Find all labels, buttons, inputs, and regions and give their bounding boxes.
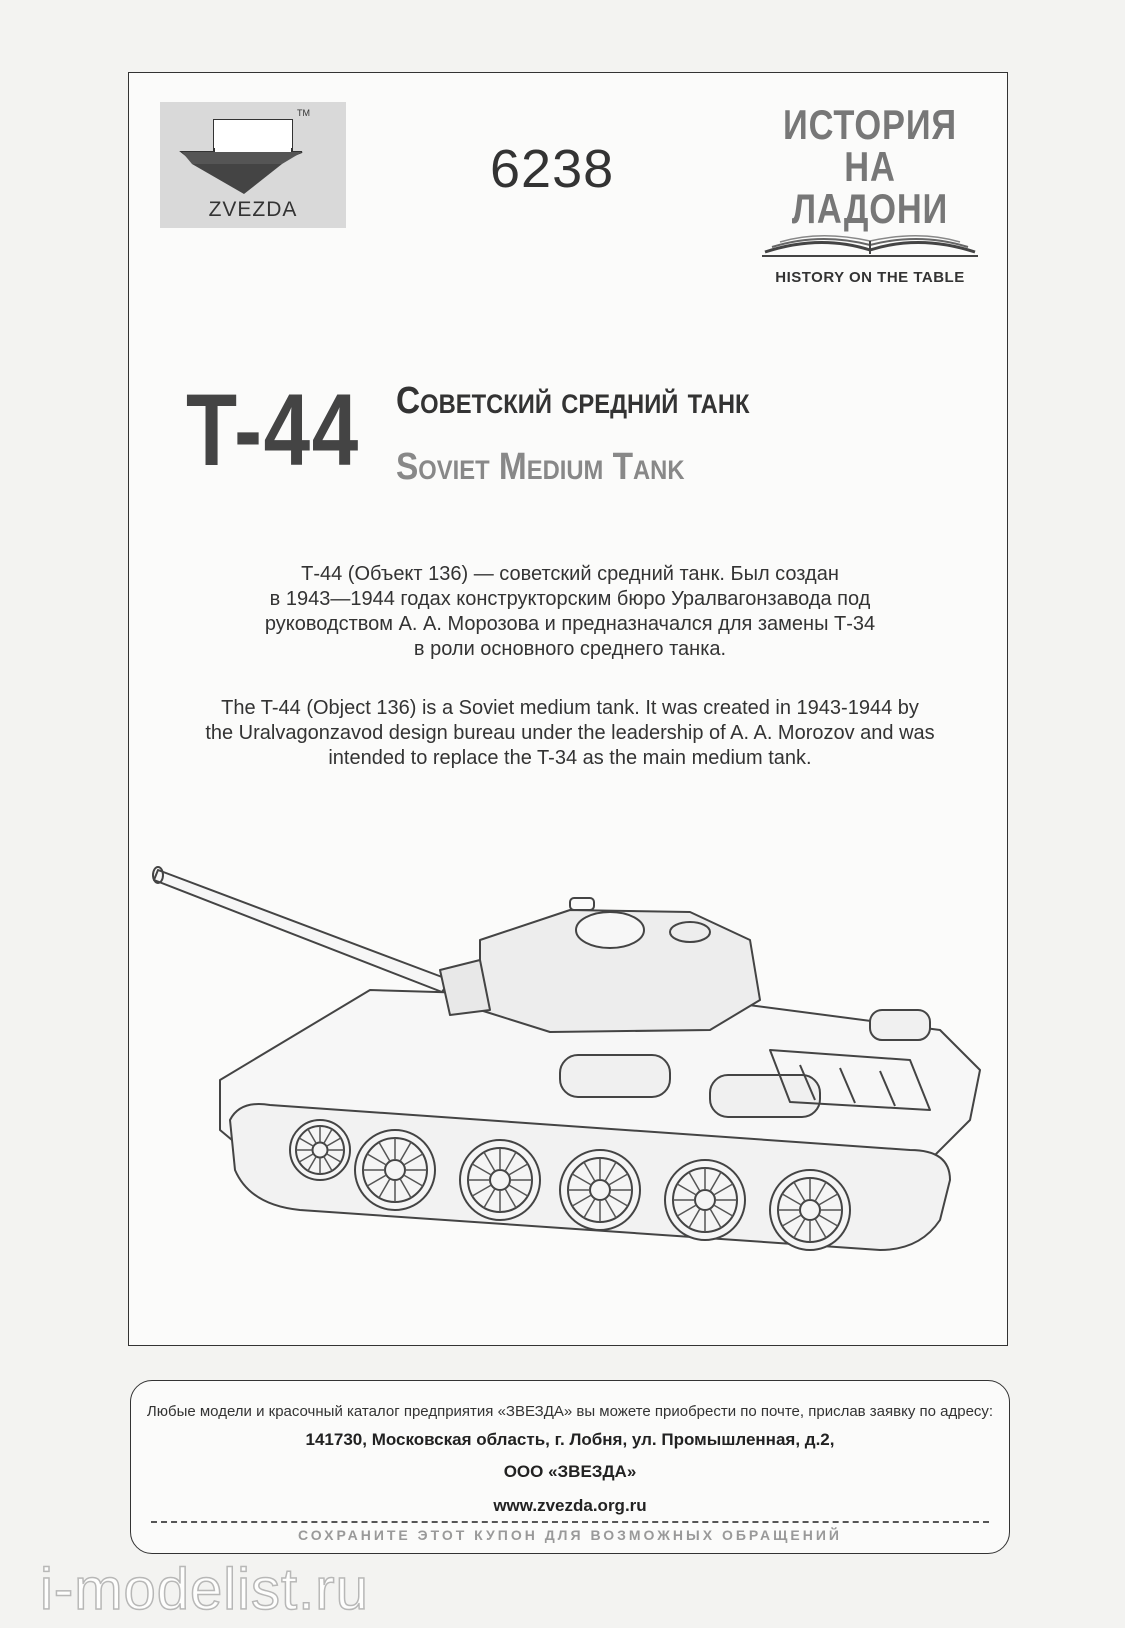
- brand-name: ZVEZDA: [208, 198, 298, 221]
- description-ru-line: в роли основного среднего танка.: [413, 638, 727, 660]
- title-ru: Советский средний танк: [396, 380, 750, 422]
- description-en-line: The T-44 (Object 136) is a Soviet medium tank. It was created in 1943-1944 by: [221, 697, 919, 719]
- road-wheel: [460, 1140, 540, 1220]
- coupon-address: 141730, Московская область, г. Лобня, ул. Промышленная, д.2,: [305, 1430, 835, 1449]
- description-ru-line: руководством А. А. Морозова и предназначался для замены Т-34: [264, 613, 876, 635]
- trademark-mark: TM: [297, 108, 310, 118]
- road-wheel: [290, 1120, 350, 1180]
- series-title-en: HISTORY ON THE TABLE: [775, 269, 965, 286]
- road-wheel: [560, 1150, 640, 1230]
- road-wheel: [355, 1130, 435, 1210]
- tank-illustration: [150, 850, 1010, 1320]
- description-ru-line: Т-44 (Объект 136) — советский средний танк. Был создан: [301, 563, 839, 585]
- coupon-company: ООО «ЗВЕЗДА»: [503, 1462, 637, 1481]
- series-title-ru: ИСТОРИЯ НА ЛАДОНИ: [783, 101, 957, 232]
- cut-line: [151, 1521, 989, 1523]
- description-en: [170, 696, 970, 771]
- road-wheel: [770, 1170, 850, 1250]
- kit-number: 6238: [490, 139, 615, 199]
- series-logo: [752, 101, 988, 286]
- coupon-website: www.zvezda.org.ru: [493, 1496, 647, 1515]
- coupon-order-info: Любые модели и красочный каталог предприятия «ЗВЕЗДА» вы можете приобрести по почте, прислав заявку по адресу:: [146, 1403, 994, 1420]
- road-wheel: [665, 1160, 745, 1240]
- watermark: i-modelist.ru: [40, 1557, 369, 1622]
- star-flag-icon: [174, 112, 332, 194]
- model-name: T-44: [186, 373, 360, 487]
- title-en: Soviet Medium Tank: [396, 446, 685, 488]
- open-book-icon: [760, 230, 980, 260]
- order-coupon: [130, 1380, 1010, 1554]
- description-en-line: intended to replace the T-34 as the main medium tank.: [328, 747, 812, 769]
- description-en-line: the Uralvagonzavod design bureau under the leadership of A. A. Morozov and was: [205, 722, 935, 744]
- coupon-save-note: СОХРАНИТЕ ЭТОТ КУПОН ДЛЯ ВОЗМОЖНЫХ ОБРАЩЕНИЙ: [298, 1527, 842, 1543]
- zvezda-logo: [160, 102, 346, 228]
- description-ru-line: в 1943—1944 годах конструкторским бюро Уралвагонзавода под: [269, 588, 871, 610]
- description-ru: [170, 562, 970, 662]
